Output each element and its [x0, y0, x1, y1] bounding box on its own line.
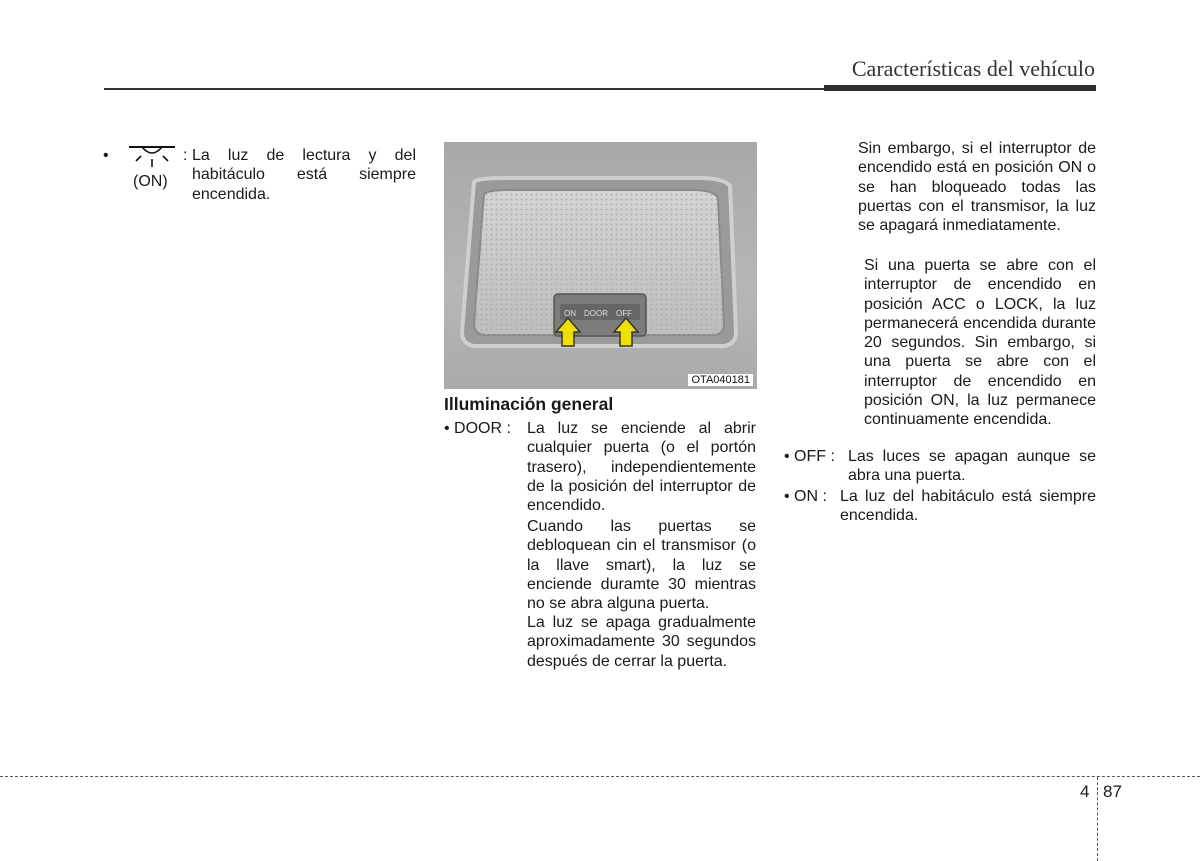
section-heading: Illuminación general: [444, 394, 614, 414]
right-paragraph-2: Si una puerta se abre con el interruptor de encendido en posición ACC o LOCK, la luz permanecerá encendida durante 20 segundos. Sin embargo, si una puerta se abre con el interruptor de encendido en posición ON, la luz permanece continuamente encendida.: [864, 257, 1096, 429]
header-rule: [104, 88, 824, 90]
on-description: La luz de lectura y del habitáculo está siempre encendida.: [192, 147, 416, 203]
door-paragraph-2: Cuando las puertas se debloquean cin el transmisor (o la llave smart), la luz se enciende duramte 30 mientras no se abra alguna puerta.: [527, 518, 756, 613]
footer-rule: [0, 776, 1200, 777]
footer-divider: [1097, 777, 1098, 861]
door-term: • DOOR :: [444, 420, 511, 437]
icon-label-on: (ON): [133, 173, 168, 190]
figure-caption: OTA040181: [688, 374, 753, 386]
dome-light-photo: [444, 142, 757, 389]
header-rule-accent: [824, 85, 1096, 91]
off-term: • OFF :: [784, 448, 835, 465]
page-number: 87: [1103, 782, 1122, 801]
chapter-number: 4: [1080, 782, 1090, 801]
right-paragraph-1: Sin embargo, si el interruptor de encendido está en posición ON o se han bloqueado todas las puertas con el transmisor, la luz se apagará inmediatamente.: [858, 140, 1096, 235]
switch-label-off: OFF: [616, 309, 632, 318]
dome-light-icon: [127, 144, 177, 170]
colon: :: [183, 147, 188, 164]
door-description: La luz se enciende al abrir cualquier puerta (o el portón trasero), independientemente de la posición del interruptor de encendido.: [527, 420, 756, 515]
switch-label-door: DOOR: [584, 309, 608, 318]
bullet: •: [103, 147, 109, 164]
on-mode-description: La luz del habitáculo está siempre encendida.: [840, 488, 1096, 525]
switch-label-on: ON: [564, 309, 576, 318]
page-header-title: Características del vehículo: [851, 56, 1095, 81]
off-description: Las luces se apagan aunque se abra una puerta.: [848, 448, 1096, 485]
door-paragraph-3: La luz se apaga gradualmente aproximadamente 30 segundos después de cerrar la puerta.: [527, 614, 756, 670]
on-term: • ON :: [784, 488, 827, 505]
